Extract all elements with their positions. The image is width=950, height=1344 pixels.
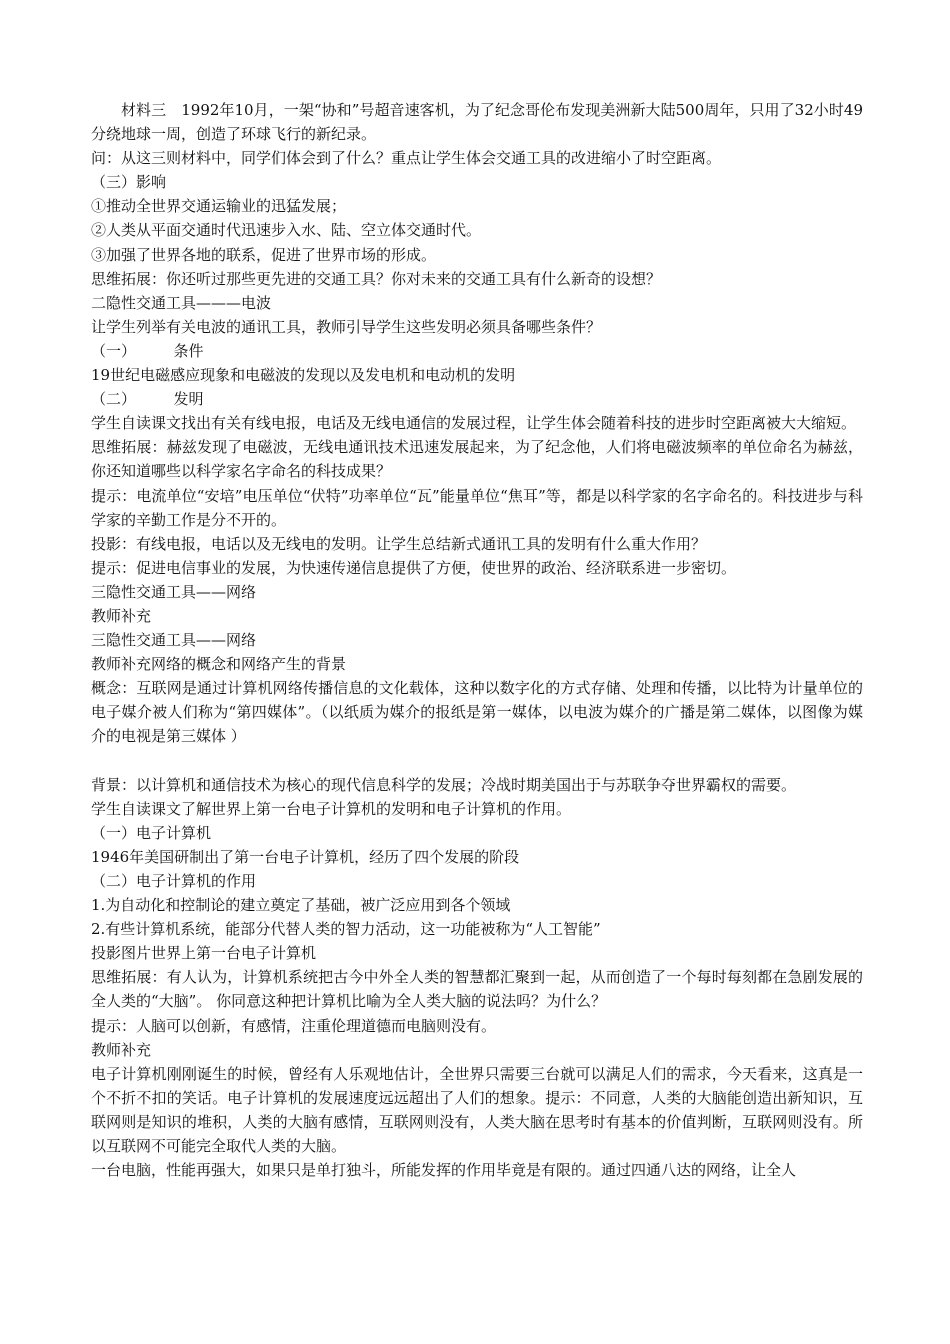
- blank-line: [91, 749, 863, 773]
- paragraph-hint-2: 提示：促进电信事业的发展，为快速传递信息提供了方便，使世界的政治、经济联系进一步密切。: [91, 558, 737, 577]
- paragraph-projection-1: 投影：有线电报，电话以及无线电的发明。让学生总结新式通讯工具的发明有什么重大作用？: [91, 534, 707, 553]
- paragraph-conditions: 19世纪电磁感应现象和电磁波的发现以及发电机和电动机的发明: [91, 366, 516, 385]
- document-body: [91, 98, 863, 1182]
- heading-radio-wave: 二隐性交通工具———电波: [91, 293, 272, 312]
- paragraph-hint-1: 提示：电流单位“安培”电压单位“伏特”功率单位“瓦”能量单位“焦耳”等，都是以科学家的名字命名的。科技进步与科学家的辛勤工作是分不开的。: [91, 486, 863, 529]
- heading-network-1: 三隐性交通工具——网络: [91, 582, 257, 601]
- list-item-role-1: 1.为自动化和控制论的建立奠定了基础，被广泛应用到各个领域: [91, 896, 511, 915]
- list-item-2: ②人类从平面交通时代迅速步入水、陆、空立体交通时代。: [91, 221, 482, 240]
- paragraph-teacher-note-2: 教师补充网络的概念和网络产生的背景: [91, 655, 347, 674]
- list-item-1: ①推动全世界交通运输业的迅猛发展；: [91, 197, 347, 216]
- list-item-3: ③加强了世界各地的联系，促进了世界市场的形成。: [91, 245, 437, 264]
- paragraph-self-study: 学生自读课文找出有关有线电报，电话及无线电通信的发展过程，让学生体会随着科技的进步时空距离被大大缩短。: [91, 414, 857, 433]
- paragraph-projection-2: 投影图片世界上第一台电子计算机: [91, 944, 317, 963]
- paragraph-computer-1946: 1946年美国研制出了第一台电子计算机，经历了四个发展的阶段: [91, 847, 520, 866]
- heading-computer-role: （二）电子计算机的作用: [91, 872, 257, 890]
- paragraph-thinking-1: 思维拓展：你还听过那些更先进的交通工具？你对未来的交通工具有什么新奇的设想？: [91, 269, 662, 288]
- paragraph-teacher-note-3: 教师补充: [91, 1040, 152, 1059]
- paragraph-hint-3: 提示：人脑可以创新，有感情，注重伦理道德而电脑则没有。: [91, 1016, 497, 1035]
- paragraph-self-study-2: 学生自读课文了解世界上第一台电子计算机的发明和电子计算机的作用。: [91, 799, 572, 818]
- paragraph-teacher-note-1: 教师补充: [91, 606, 152, 625]
- heading-computer: （一）电子计算机: [91, 823, 212, 842]
- paragraph-network-closing: 一台电脑，性能再强大，如果只是单打独斗，所能发挥的作用毕竟是有限的。通过四通八达的网络，让全人: [91, 1161, 797, 1180]
- paragraph-background: 背景：以计算机和通信技术为核心的现代信息科学的发展；冷战时期美国出于与苏联争夺世界霸权的需要。: [91, 775, 797, 794]
- paragraph-computer-history: 电子计算机刚刚诞生的时候，曾经有人乐观地估计，全世界只需要三台就可以满足人们的需求，今天看来，这真是一个不折不扣的笑话。电子计算机的发展速度远远超出了人们的想象。提示：不同意，人类的大脑能创造出新知识，互联网则是知识的堆积，人类的大脑有感情，互联网则没有，人类大脑在思考时有基本的价值判断，互联网则没有。所以互联网不可能完全取代人类的大脑。: [91, 1064, 863, 1156]
- paragraph-material-three: 材料三 1992年10月，一架“协和”号超音速客机，为了纪念哥伦布发现美洲新大陆500周年，只用了32小时49分绕地球一周，创造了环球飞行的新纪录。: [91, 101, 863, 144]
- heading-conditions: （一） 条件: [91, 341, 204, 360]
- heading-influence: （三）影响: [91, 173, 167, 192]
- paragraph-thinking-3: 思维拓展：有人认为，计算机系统把古今中外全人类的智慧都汇聚到一起，从而创造了一个每时每刻都在急剧发展的全人类的“大脑”。 你同意这种把计算机比喻为全人类大脑的说法吗？为什么？: [91, 968, 863, 1011]
- heading-network-2: 三隐性交通工具——网络: [91, 631, 257, 650]
- paragraph-list-tools: 让学生列举有关电波的通讯工具，教师引导学生这些发明必须具备哪些条件？: [91, 317, 602, 336]
- paragraph-concept: 概念：互联网是通过计算机网络传播信息的文化载体，这种以数字化的方式存储、处理和传播，以比特为计量单位的电子媒介被人们称为“第四媒体”。（以纸质为媒介的报纸是第一媒体，以电波为媒介的广播是第二媒体，以图像为媒介的电视是第三媒体 ）: [91, 679, 863, 746]
- list-item-role-2: 2.有些计算机系统，能部分代替人类的智力活动，这一功能被称为“人工智能”: [91, 920, 601, 939]
- heading-inventions: （二） 发明: [91, 390, 204, 409]
- paragraph-thinking-2: 思维拓展：赫兹发现了电磁波，无线电通讯技术迅速发展起来，为了纪念他，人们将电磁波频率的单位命名为赫兹，你还知道哪些以科学家名字命名的科技成果？: [91, 438, 863, 481]
- paragraph-question: 问：从这三则材料中，同学们体会到了什么？重点让学生体会交通工具的改进缩小了时空距离。: [91, 149, 722, 168]
